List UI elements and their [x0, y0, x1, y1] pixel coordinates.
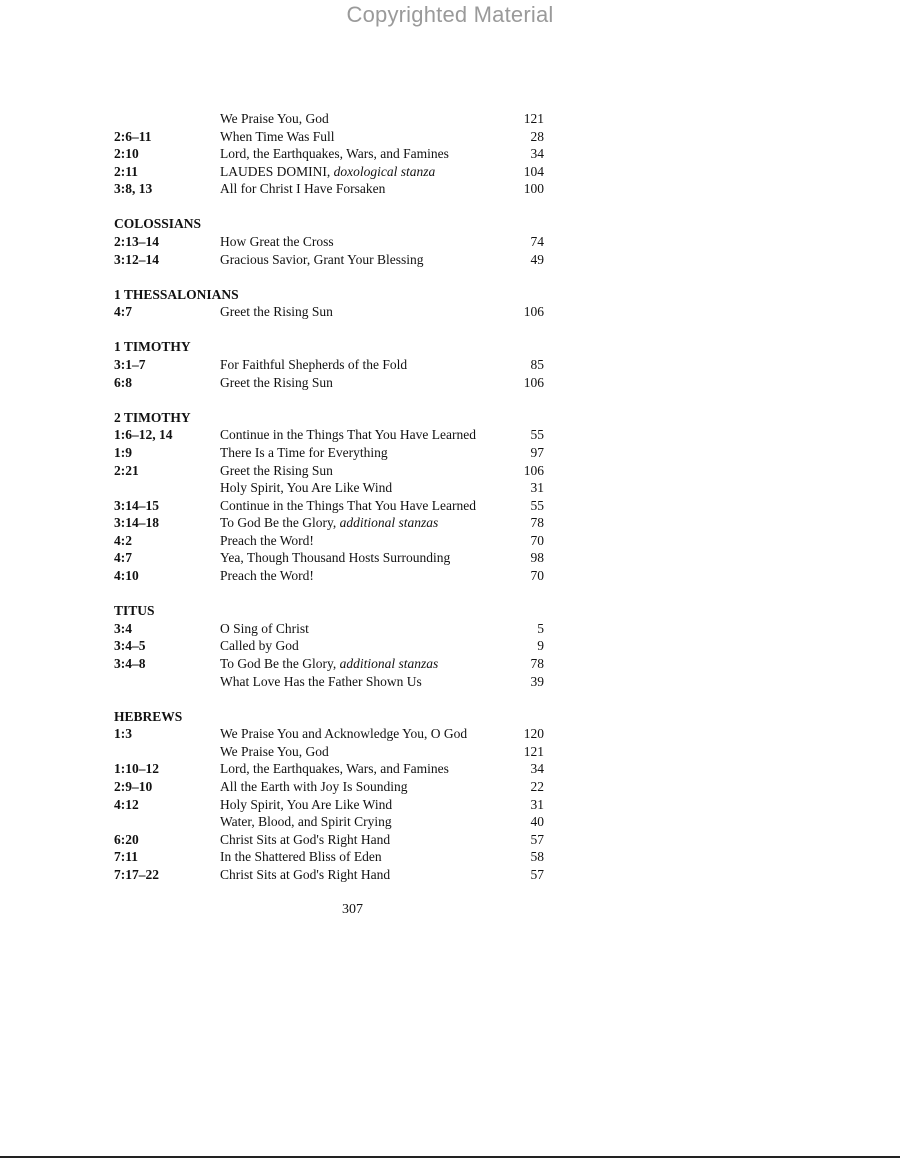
hymn-title-cell	[220, 479, 496, 497]
hymn-title: Greet the Rising Sun	[220, 374, 333, 390]
hymn-title-cell	[220, 163, 496, 181]
index-entry	[114, 796, 544, 814]
hymn-title-cell	[220, 532, 496, 550]
scripture-reference: 1:10–12	[114, 761, 159, 777]
index-section	[114, 286, 544, 321]
hymn-title-cell	[220, 303, 496, 321]
hymn-title: Christ Sits at God's Right Hand	[220, 831, 391, 847]
index-section	[114, 110, 544, 198]
hymn-number: 40	[530, 814, 544, 830]
index-entry	[114, 303, 544, 321]
hymn-title: Lord, the Earthquakes, Wars, and Famines	[220, 146, 449, 162]
scripture-reference	[114, 110, 220, 128]
scripture-reference: 1:6–12, 14	[114, 427, 173, 443]
scripture-reference: 1:9	[114, 444, 132, 460]
hymn-title-cell	[220, 356, 496, 374]
hymn-title-cell	[220, 233, 496, 251]
hymn-title-cell	[220, 655, 496, 673]
scripture-reference: 7:11	[114, 849, 139, 865]
index-entry	[114, 479, 544, 497]
index-entry	[114, 866, 544, 884]
hymn-title: Continue in the Things That You Have Learned	[220, 497, 476, 513]
hymn-title-cell	[220, 462, 496, 480]
hymn-title-cell	[220, 444, 496, 462]
hymn-number: 98	[530, 550, 544, 566]
hymn-number: 100	[523, 181, 544, 197]
hymn-number: 120	[523, 726, 544, 742]
hymn-title: Preach the Word!	[220, 568, 314, 584]
hymn-title: Yea, Though Thousand Hosts Surrounding	[220, 550, 451, 566]
index-entry	[114, 110, 544, 128]
hymn-title-cell	[220, 549, 496, 567]
hymn-title-cell	[220, 497, 496, 515]
index-entry	[114, 743, 544, 761]
hymn-title: For Faithful Shepherds of the Fold	[220, 357, 408, 373]
hymn-title-cell	[220, 778, 496, 796]
index-entry	[114, 760, 544, 778]
hymn-title: Preach the Word!	[220, 532, 314, 548]
hymn-title: To God Be the Glory,	[220, 515, 340, 531]
hymn-title-cell	[220, 426, 496, 444]
hymn-title-cell	[220, 128, 496, 146]
scripture-reference: 2:13–14	[114, 234, 159, 250]
scripture-reference: 4:2	[114, 532, 132, 548]
hymn-title: There Is a Time for Everything	[220, 444, 388, 460]
hymn-number: 49	[530, 251, 544, 267]
hymn-title-cell	[220, 796, 496, 814]
index-entry	[114, 497, 544, 515]
hymn-number: 39	[530, 673, 544, 689]
hymn-title: All the Earth with Joy Is Sounding	[220, 779, 408, 794]
book-heading: 1 THESSALONIANS	[114, 286, 239, 302]
index-entry	[114, 567, 544, 585]
hymn-title: How Great the Cross	[220, 234, 334, 250]
index-entry	[114, 848, 544, 866]
hymn-title-cell	[220, 813, 496, 831]
index-section	[114, 338, 544, 391]
index-section	[114, 215, 544, 268]
hymn-number: 34	[530, 761, 544, 777]
hymn-number: 58	[530, 849, 544, 865]
index-entry	[114, 725, 544, 743]
index-section	[114, 602, 544, 690]
hymn-number: 55	[530, 497, 544, 513]
scripture-reference: 3:1–7	[114, 357, 146, 373]
copyright-watermark: Copyrighted Material	[346, 2, 554, 27]
scripture-reference: 2:11	[114, 163, 139, 179]
hymn-title-cell	[220, 180, 496, 198]
index-entry	[114, 462, 544, 480]
scripture-reference: 7:17–22	[114, 866, 159, 882]
hymn-title-cell	[220, 637, 496, 655]
hymn-number: 106	[523, 304, 544, 320]
hymn-title-cell	[220, 567, 496, 585]
hymn-title-cell	[220, 848, 496, 866]
hymn-number: 28	[530, 128, 544, 144]
book-heading: TITUS	[114, 603, 155, 619]
scripture-reference: 3:14–15	[114, 497, 159, 513]
index-section	[114, 409, 544, 585]
scripture-reference: 6:20	[114, 831, 139, 847]
index-entry	[114, 549, 544, 567]
scripture-reference: 4:7	[114, 550, 132, 566]
index-entry	[114, 145, 544, 163]
scripture-reference	[114, 673, 220, 691]
hymn-title: Water, Blood, and Spirit Crying	[220, 814, 392, 830]
hymn-title-cell	[220, 866, 496, 884]
hymn-number: 85	[530, 357, 544, 373]
hymn-title-cell	[220, 110, 496, 128]
hymn-title-cell	[220, 760, 496, 778]
index-entry	[114, 233, 544, 251]
hymn-number: 121	[523, 743, 544, 759]
index-entry	[114, 356, 544, 374]
hymn-title: Gracious Savior, Grant Your Blessing	[220, 251, 424, 267]
scripture-reference: 6:8	[114, 374, 132, 390]
index-entry	[114, 444, 544, 462]
scripture-reference: 1:3	[114, 726, 132, 742]
hymn-number: 106	[523, 374, 544, 390]
hymn-number: 70	[530, 532, 544, 548]
hymn-title-cell	[220, 673, 496, 691]
hymn-title-cell	[220, 374, 496, 392]
scripture-reference	[114, 479, 220, 497]
hymn-number: 57	[530, 866, 544, 882]
index-entry	[114, 637, 544, 655]
page-number: 307	[342, 902, 363, 917]
hymn-note: additional stanzas	[339, 655, 439, 671]
hymn-number: 22	[530, 779, 544, 794]
index-entry	[114, 128, 544, 146]
hymn-title: O Sing of Christ	[220, 620, 309, 636]
hymn-number: 78	[530, 655, 544, 671]
scripture-reference: 2:10	[114, 146, 139, 162]
hymn-title: Called by God	[220, 638, 299, 654]
hymn-note: doxological stanza	[333, 163, 436, 179]
hymn-title: Christ Sits at God's Right Hand	[220, 866, 391, 882]
index-section	[114, 708, 544, 884]
index-entry	[114, 514, 544, 532]
hymn-title: Holy Spirit, You Are Like Wind	[220, 796, 393, 812]
hymn-title-cell	[220, 145, 496, 163]
hymn-title-cell	[220, 620, 496, 638]
book-heading: COLOSSIANS	[114, 216, 202, 232]
hymn-number: 31	[530, 796, 544, 812]
hymn-number: 57	[530, 831, 544, 847]
hymn-title-cell	[220, 725, 496, 743]
hymn-title: LAUDES DOMINI,	[220, 163, 334, 179]
hymn-title-cell	[220, 831, 496, 849]
hymn-title: We Praise You, God	[220, 111, 329, 126]
hymn-title: We Praise You, God	[220, 743, 329, 759]
hymn-number: 106	[523, 462, 544, 478]
book-heading: 1 TIMOTHY	[114, 339, 191, 355]
scripture-reference: 4:7	[114, 304, 132, 320]
scripture-reference: 4:12	[114, 796, 139, 812]
index-entry	[114, 532, 544, 550]
index-entry	[114, 813, 544, 831]
hymn-number: 31	[530, 480, 544, 496]
index-entry	[114, 426, 544, 444]
scripture-reference: 2:9–10	[114, 779, 153, 794]
hymn-number: 70	[530, 568, 544, 584]
hymn-title: To God Be the Glory,	[220, 655, 340, 671]
book-heading: HEBREWS	[114, 708, 183, 724]
hymn-number: 34	[530, 146, 544, 162]
hymn-note: additional stanzas	[339, 515, 439, 531]
index-entry	[114, 163, 544, 181]
hymn-title: Greet the Rising Sun	[220, 462, 333, 478]
hymn-title: Continue in the Things That You Have Learned	[220, 427, 476, 443]
index-entry	[114, 831, 544, 849]
hymn-number: 78	[530, 515, 544, 531]
scripture-reference: 2:6–11	[114, 128, 152, 144]
hymn-number: 55	[530, 427, 544, 443]
hymn-number: 104	[523, 163, 544, 179]
scripture-reference: 3:14–18	[114, 515, 159, 531]
scripture-reference: 3:12–14	[114, 251, 159, 267]
hymn-title: Holy Spirit, You Are Like Wind	[220, 480, 393, 496]
hymn-title: All for Christ I Have Forsaken	[220, 181, 386, 197]
index-entry	[114, 655, 544, 673]
scripture-reference: 4:10	[114, 568, 139, 584]
hymn-title: We Praise You and Acknowledge You, O God	[220, 726, 468, 742]
hymn-title: Greet the Rising Sun	[220, 304, 333, 320]
scripture-reference: 2:21	[114, 462, 139, 478]
bottom-rule	[0, 1156, 900, 1158]
index-entry	[114, 374, 544, 392]
hymn-title-cell	[220, 743, 496, 761]
hymn-number: 5	[537, 620, 544, 636]
hymn-number: 74	[530, 234, 544, 250]
scripture-reference	[114, 813, 220, 831]
hymn-number: 97	[530, 444, 544, 460]
scripture-index	[114, 110, 544, 901]
index-entry	[114, 778, 544, 796]
index-entry	[114, 673, 544, 691]
scripture-reference: 3:8, 13	[114, 181, 153, 197]
scripture-reference: 3:4–5	[114, 638, 146, 654]
hymn-title: What Love Has the Father Shown Us	[220, 673, 422, 689]
index-entry	[114, 620, 544, 638]
hymn-title-cell	[220, 251, 496, 269]
book-heading: 2 TIMOTHY	[114, 409, 191, 425]
scripture-reference: 3:4–8	[114, 655, 146, 671]
hymn-title: In the Shattered Bliss of Eden	[220, 849, 382, 865]
hymn-title-cell	[220, 514, 496, 532]
index-entry	[114, 251, 544, 269]
scripture-reference: 3:4	[114, 620, 132, 636]
hymn-number: 121	[523, 111, 544, 126]
hymn-title: When Time Was Full	[220, 128, 335, 144]
hymn-title: Lord, the Earthquakes, Wars, and Famines	[220, 761, 449, 777]
hymn-number: 9	[537, 638, 544, 654]
index-entry	[114, 180, 544, 198]
scripture-reference	[114, 743, 220, 761]
